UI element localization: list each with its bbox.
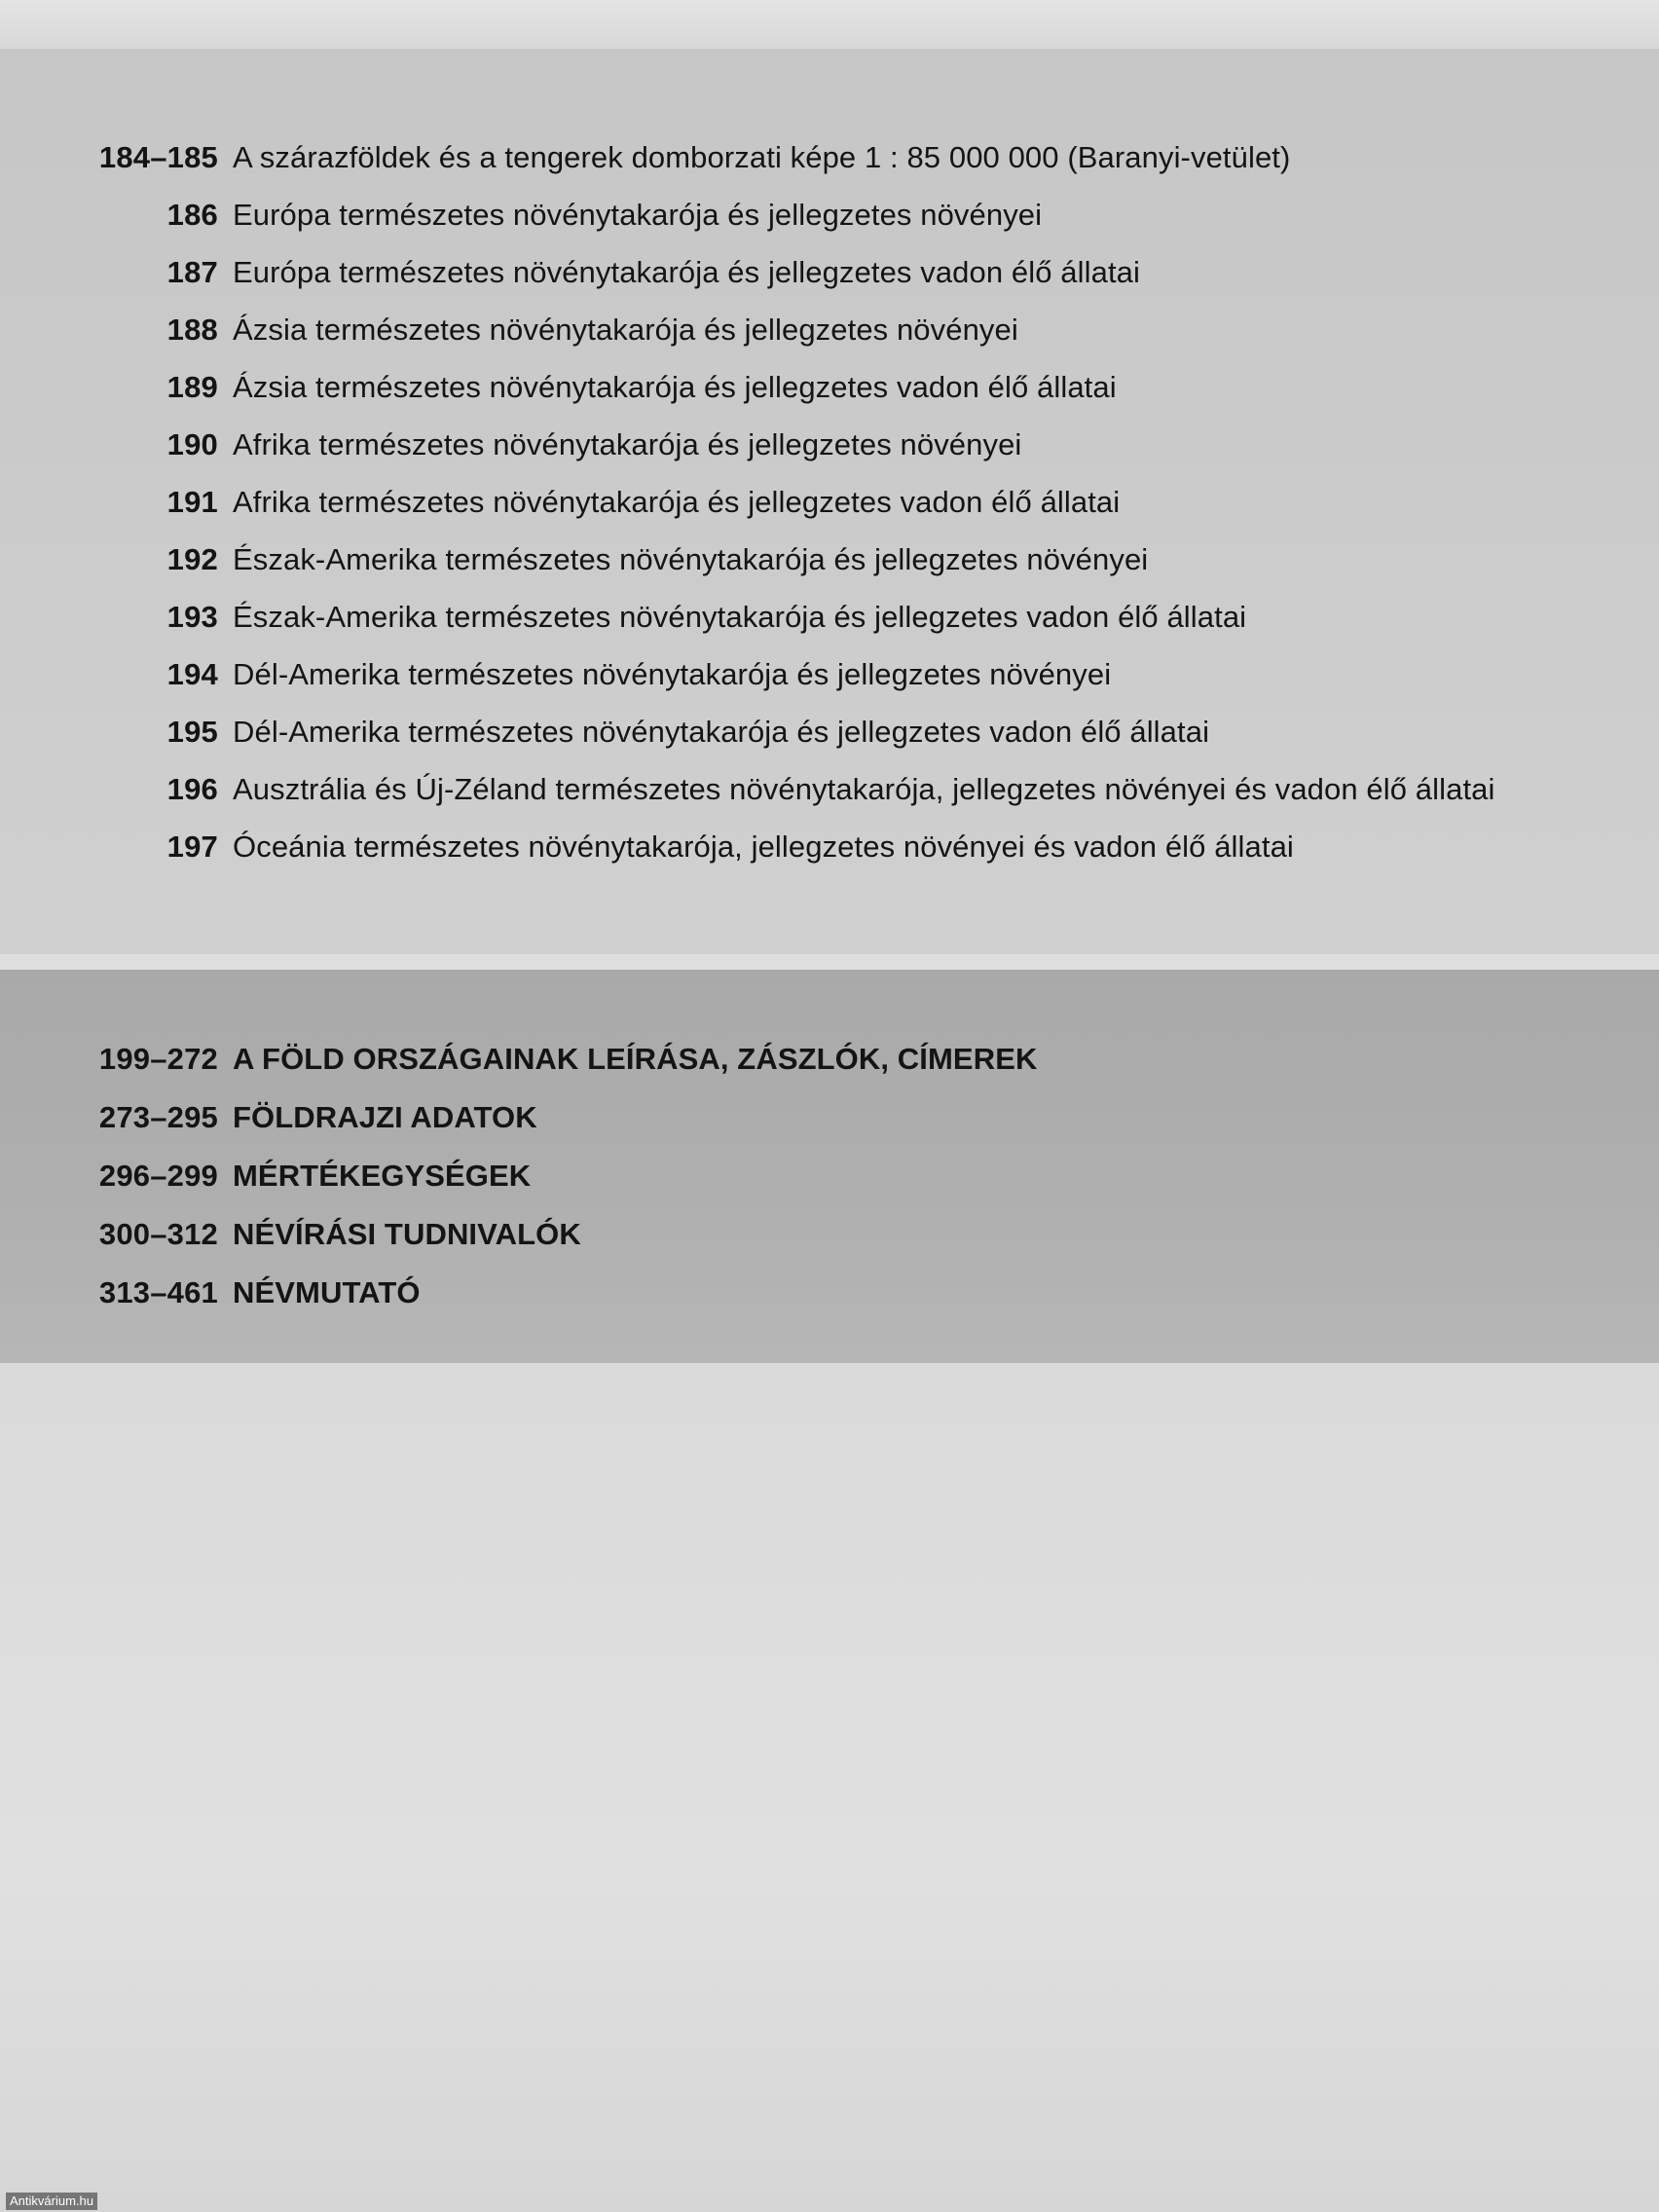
toc-page-range: 313–461 [98,1275,218,1309]
toc-entry-title: Európa természetes növénytakarója és jellegzetes vadon élő állatai [233,255,1140,289]
toc-entry-title: Észak-Amerika természetes növénytakarója és jellegzetes növényei [233,542,1149,576]
toc-entry-title: Ázsia természetes növénytakarója és jellegzetes vadon élő állatai [233,370,1117,404]
toc-page-number: 190 [166,427,218,461]
toc-page-number: 192 [166,542,218,576]
toc-entry [0,301,1659,358]
toc-page-number: 187 [166,255,218,289]
toc-entry [0,473,1659,531]
toc-entry [0,760,1659,818]
toc-page-number: 196 [166,772,218,806]
toc-page-number: 194 [166,657,218,691]
toc-entry-title: Ausztrália és Új-Zéland természetes növénytakarója, jellegzetes növényei és vadon élő állatai [233,772,1495,806]
toc-entry-title: Óceánia természetes növénytakarója, jellegzetes növényei és vadon élő állatai [233,830,1294,864]
blank-page-area [0,1363,1659,2212]
toc-entry [0,818,1659,875]
toc-section-title: MÉRTÉKEGYSÉGEK [233,1159,532,1193]
toc-page-range: 199–272 [98,1042,218,1076]
toc-section-title: FÖLDRAJZI ADATOK [233,1100,537,1134]
toc-page-number: 188 [166,313,218,347]
toc-section-title: A FÖLD ORSZÁGAINAK LEÍRÁSA, ZÁSZLÓK, CÍMEREK [233,1042,1038,1076]
toc-list-lower [0,1030,1659,1322]
toc-page-number: 189 [166,370,218,404]
toc-page-number: 193 [166,600,218,634]
toc-page-number: 191 [166,485,218,519]
toc-section-entry [0,1264,1659,1322]
toc-list-upper [0,129,1659,875]
toc-page-range: 296–299 [98,1159,218,1193]
toc-entry [0,243,1659,301]
toc-entry [0,645,1659,703]
toc-page-number: 195 [166,715,218,749]
page-top-margin [0,0,1659,49]
toc-section-title: NÉVMUTATÓ [233,1275,421,1309]
toc-entry [0,416,1659,473]
toc-entry [0,703,1659,760]
toc-entry [0,129,1659,186]
toc-entry-title: Afrika természetes növénytakarója és jellegzetes vadon élő állatai [233,485,1121,519]
toc-entry-title: Afrika természetes növénytakarója és jellegzetes növényei [233,427,1022,461]
toc-entry [0,186,1659,243]
toc-entry-title: Európa természetes növénytakarója és jellegzetes növényei [233,198,1043,232]
toc-section-title: NÉVÍRÁSI TUDNIVALÓK [233,1217,581,1251]
toc-page-range: 273–295 [98,1100,218,1134]
band-separator [0,954,1659,970]
toc-entry-title: Ázsia természetes növénytakarója és jellegzetes növényei [233,313,1018,347]
toc-entry [0,358,1659,416]
toc-page-number: 184–185 [98,140,218,174]
toc-entry-title: A szárazföldek és a tengerek domborzati képe 1 : 85 000 000 (Baranyi-vetület) [233,140,1291,174]
toc-page-range: 300–312 [98,1217,218,1251]
source-watermark: Antikvárium.hu [6,2193,97,2210]
toc-entry-title: Dél-Amerika természetes növénytakarója és jellegzetes vadon élő állatai [233,715,1210,749]
toc-entry [0,531,1659,588]
toc-entry-title: Dél-Amerika természetes növénytakarója és jellegzetes növényei [233,657,1112,691]
toc-section-entry [0,1205,1659,1264]
toc-section-entry [0,1147,1659,1205]
toc-page-number: 197 [166,830,218,864]
toc-entry [0,588,1659,645]
toc-page-number: 186 [166,198,218,232]
toc-section-entry [0,1088,1659,1147]
toc-entry-title: Észak-Amerika természetes növénytakarója és jellegzetes vadon élő állatai [233,600,1247,634]
toc-section-entry [0,1030,1659,1088]
